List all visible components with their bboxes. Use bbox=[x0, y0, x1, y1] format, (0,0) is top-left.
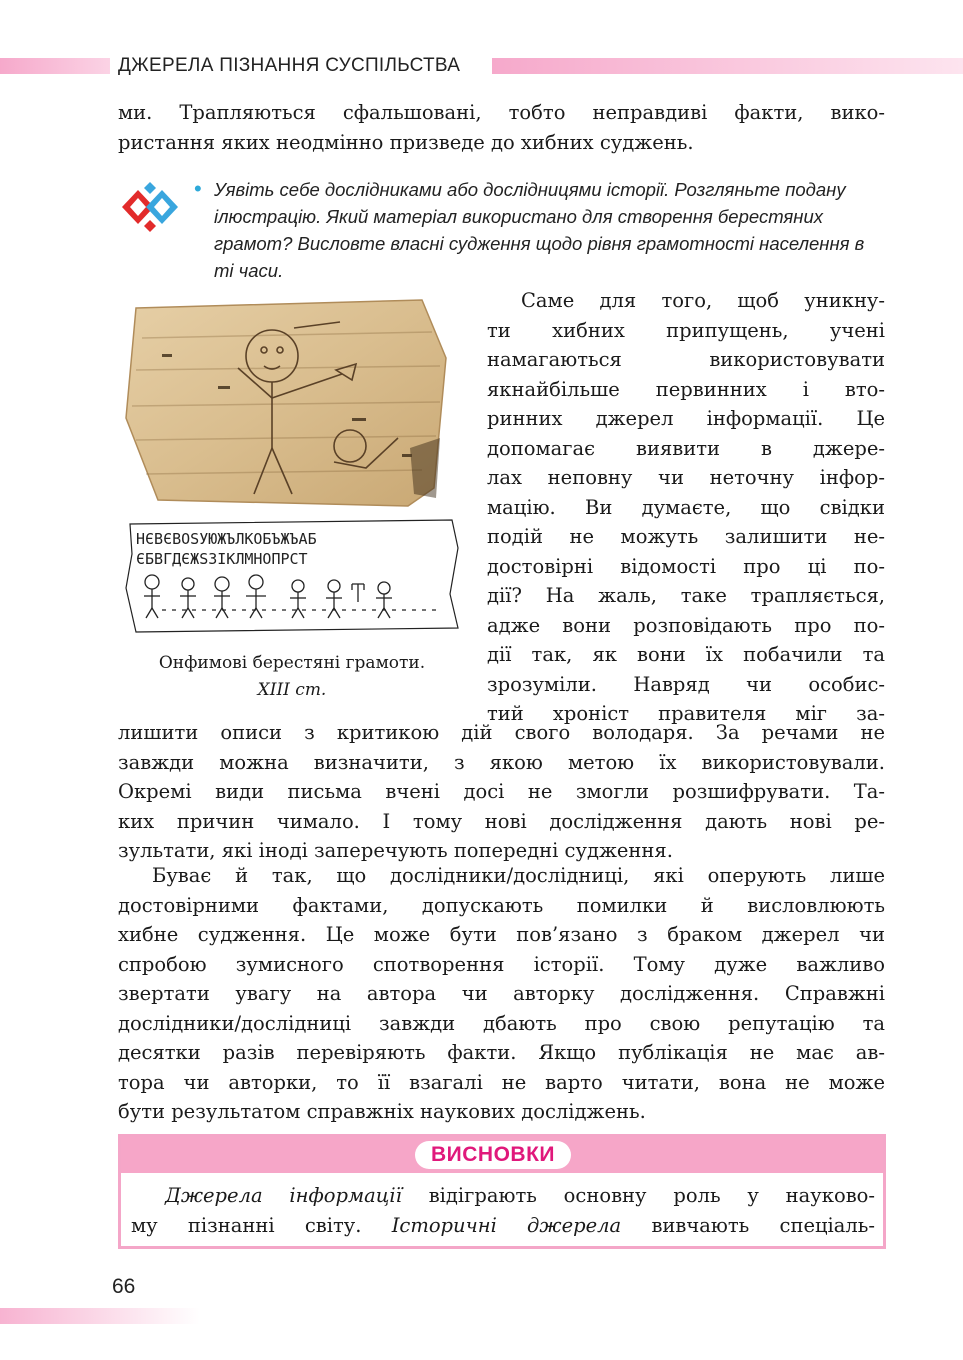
caption-title: Онфимові берестяні грамоти. bbox=[158, 653, 426, 673]
text-line bbox=[131, 1181, 875, 1211]
text-line: Окремі види письма вчені досі не змогли розшифрувати. Та- bbox=[118, 780, 885, 803]
task-text: Уявіть себе дослідниками або дослідницями історії. Розгляньте подану ілюстрацію. Який матеріал використано для створення берестяних грамот? Висловте власні судження щодо рівня грамотності населення в ті часи. bbox=[214, 179, 865, 281]
second-paragraph bbox=[118, 861, 885, 1127]
text-line: десятки разів перевіряють факти. Якщо публікація не має ав- bbox=[118, 1041, 885, 1064]
text-line: лишити описи з критикою дій свого володаря. За речами не bbox=[118, 721, 885, 744]
text-line: Буває й так, що дослідники/дослідниці, які оперують лише bbox=[152, 864, 885, 887]
task-block bbox=[118, 176, 888, 286]
text-line: ринних джерел інформації. Це bbox=[487, 407, 885, 430]
conclusions-text bbox=[131, 1181, 875, 1240]
right-column-paragraph bbox=[487, 286, 885, 729]
top-paragraph bbox=[118, 98, 885, 157]
conclusions-title: ВИСНОВКИ bbox=[415, 1141, 571, 1169]
text-fragment: вивчають спеціаль- bbox=[621, 1213, 876, 1237]
caption-date: XIII ст. bbox=[257, 680, 327, 700]
text-line: хибне судження. Це може бути пов’язано з браком джерел чи bbox=[118, 923, 885, 946]
text-line: тора чи авторки, то її взагалі не варто читати, вона не може bbox=[118, 1070, 885, 1094]
text-line: лах неповну чи неточну інфор- bbox=[487, 466, 885, 489]
text-fragment: му пізнанні світу. bbox=[131, 1213, 392, 1237]
text-line: допомагає виявити в джере- bbox=[487, 436, 885, 460]
running-header: ДЖЕРЕЛА ПІЗНАННЯ СУСПІЛЬСТВА bbox=[118, 55, 461, 76]
text-line: дослідники/дослідниці завжди дбають про свою репутацію та bbox=[118, 1011, 885, 1035]
text-line: тий хроніст правителя міг за- bbox=[487, 702, 885, 725]
text-line: ких причин чимало. І тому нові дослідження дають нові ре- bbox=[118, 809, 885, 833]
text-line bbox=[131, 1211, 875, 1241]
text-line: достовірними фактами, допускають помилки й висловлюють bbox=[118, 893, 885, 917]
text-line: Саме для того, щоб уникну- bbox=[521, 289, 885, 312]
text-line: дії так, як вони їх побачили та bbox=[487, 643, 885, 666]
inscription-line-2: ЄБВГДЄЖЅЗІКЛМНОПРСТ bbox=[136, 550, 308, 568]
text-line: бути результатом справжніх наукових досліджень. bbox=[118, 1100, 646, 1123]
text-line: подій не можуть залишити не- bbox=[487, 525, 885, 548]
term-italic: Історичні джерела bbox=[391, 1213, 622, 1237]
text-line: достовірні відомості про ці по- bbox=[487, 554, 885, 578]
diamond-task-icon bbox=[118, 182, 190, 232]
text-line: якнайбільше первинних і вто- bbox=[487, 377, 885, 401]
text-line: дії? На жаль, таке трапляється, bbox=[487, 584, 885, 607]
text-fragment: відіграють основну роль у науково- bbox=[401, 1184, 875, 1207]
text-line: адже вони розповідають про по- bbox=[487, 613, 885, 637]
text-line: зультати, які іноді заперечують попередні судження. bbox=[118, 839, 673, 862]
figure-caption bbox=[118, 650, 466, 704]
footer-decor bbox=[0, 1308, 200, 1324]
conclusions-box bbox=[118, 1134, 886, 1249]
birch-bark-illustration bbox=[122, 298, 464, 638]
text-line: мацію. Ви думаєте, що свідки bbox=[487, 495, 885, 519]
text-line: звертати увагу на автора чи авторку дослідження. Справжні bbox=[118, 982, 885, 1005]
term-italic: Джерела інформації bbox=[165, 1184, 402, 1207]
birch-bark-figure bbox=[122, 298, 464, 638]
text-line: ми. Трапляються сфальшовані, тобто неправдиві факти, вико- bbox=[118, 101, 885, 124]
text-line: завжди можна визначити, з якою метою їх використовували. bbox=[118, 750, 885, 774]
text-line: спробою зумисного спотворення історії. Тому дуже важливо bbox=[118, 952, 885, 976]
page-number: 66 bbox=[112, 1275, 136, 1298]
text-line: ти хибних припущень, учені bbox=[487, 318, 885, 342]
text-line: ристання яких неодмінно призведе до хибних суджень. bbox=[118, 130, 694, 154]
header-decor-right bbox=[492, 58, 963, 74]
text-line: зрозуміли. Навряд чи особис- bbox=[487, 672, 885, 696]
bullet-icon: • bbox=[194, 176, 202, 201]
text-line: намагаються використовувати bbox=[487, 348, 885, 371]
continuation-paragraph bbox=[118, 718, 885, 866]
header-decor-left bbox=[0, 58, 110, 74]
inscription-line-1: НЄВЄВОЅУЮЖЪЛКОБЪЖЪАБ bbox=[136, 530, 317, 548]
